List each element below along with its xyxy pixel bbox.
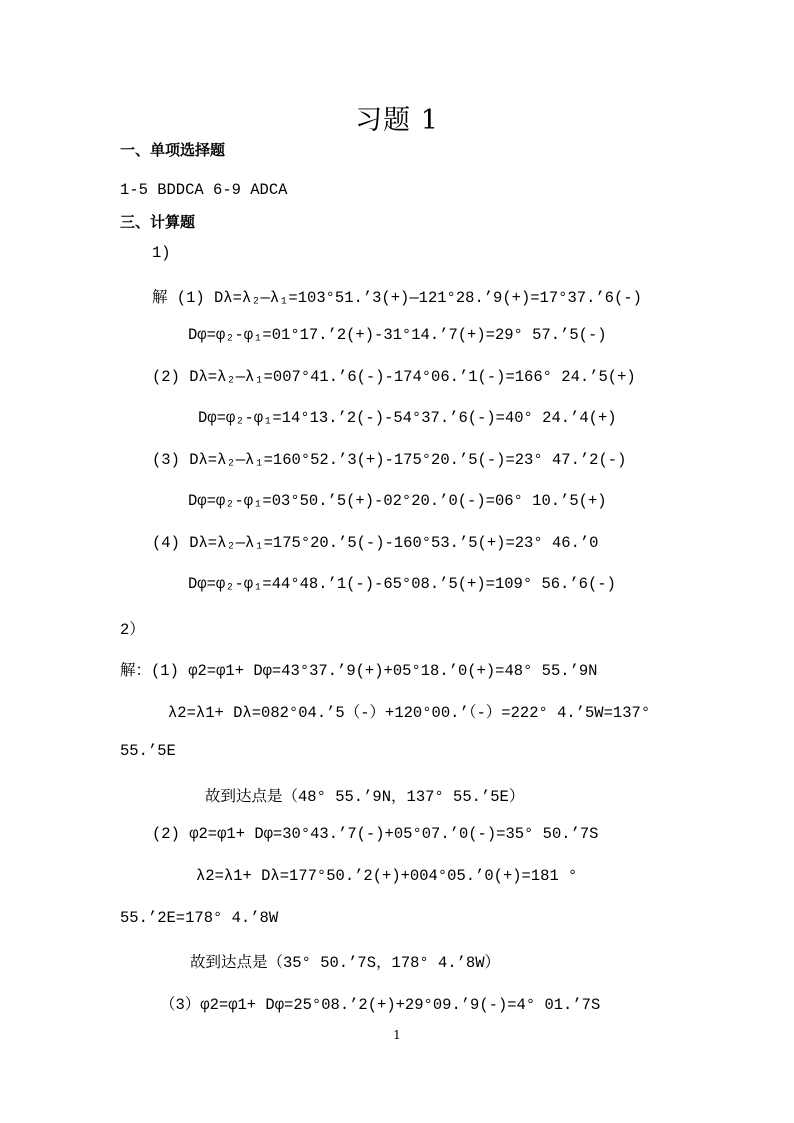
section-heading-single-choice: 一、单项选择题 <box>120 141 226 159</box>
p2-line-1: 解：(1) φ2=φ1+ Dφ=43°37.’9(+)+05°18.’0(+)=48° 55.’9N <box>120 662 598 680</box>
choice-answers: 1-5 BDDCA 6-9 ADCA <box>120 181 288 199</box>
p1-line-3: (2) Dλ=λ₂—λ₁=007°41.’6(-)-174°06.’1(-)=166° 24.’5(+) <box>152 368 636 386</box>
page-title: 习题 1 <box>355 105 439 136</box>
p2-line-4: 故到达点是（48° 55.’9N，137° 55.’5E） <box>205 788 525 806</box>
problem-1-label: 1) <box>152 244 171 262</box>
p1-line-4: Dφ=φ₂-φ₁=14°13.’2(-)-54°37.’6(-)=40° 24.’4(+) <box>198 409 617 427</box>
p2-line-2: λ2=λ1+ Dλ=082°04.’5（-）+120°00.’（-）=222° 4.’5W=137° <box>168 704 651 722</box>
p2-line-6: λ2=λ1+ Dλ=177°50.’2(+)+004°05.’0(+)=181 ° <box>196 867 578 885</box>
p1-line-2: Dφ=φ₂-φ₁=01°17.’2(+)-31°14.’7(+)=29° 57.’5(-) <box>188 326 607 344</box>
p2-line-3: 55.’5E <box>120 742 176 760</box>
p2-line-8: 故到达点是（35° 50.’7S，178° 4.’8W） <box>190 954 501 972</box>
p2-line-9: （3）φ2=φ1+ Dφ=25°08.’2(+)+29°09.’9(-)=4° 01.’7S <box>160 996 601 1014</box>
p2-line-7: 55.’2E=178° 4.’8W <box>120 909 279 927</box>
p1-line-7: (4) Dλ=λ₂—λ₁=175°20.’5(-)-160°53.’5(+)=23° 46.’0 <box>152 534 599 552</box>
p1-line-5: (3) Dλ=λ₂—λ₁=160°52.’3(+)-175°20.’5(-)=23° 47.’2(-) <box>152 451 627 469</box>
page-number: 1 <box>393 1028 401 1042</box>
p2-line-5: (2) φ2=φ1+ Dφ=30°43.’7(-)+05°07.’0(-)=35° 50.’7S <box>152 825 599 843</box>
p1-line-1: 解 (1) Dλ=λ₂—λ₁=103°51.’3(+)—121°28.’9(+)=17°37.’6(-) <box>152 289 642 307</box>
p1-line-8: Dφ=φ₂-φ₁=44°48.’1(-)-65°08.’5(+)=109° 56.’6(-) <box>188 575 616 593</box>
p1-line-6: Dφ=φ₂-φ₁=03°50.’5(+)-02°20.’0(-)=06° 10.’5(+) <box>188 492 607 510</box>
problem-2-label: 2） <box>120 621 145 639</box>
section-heading-calculation: 三、计算题 <box>120 213 196 231</box>
